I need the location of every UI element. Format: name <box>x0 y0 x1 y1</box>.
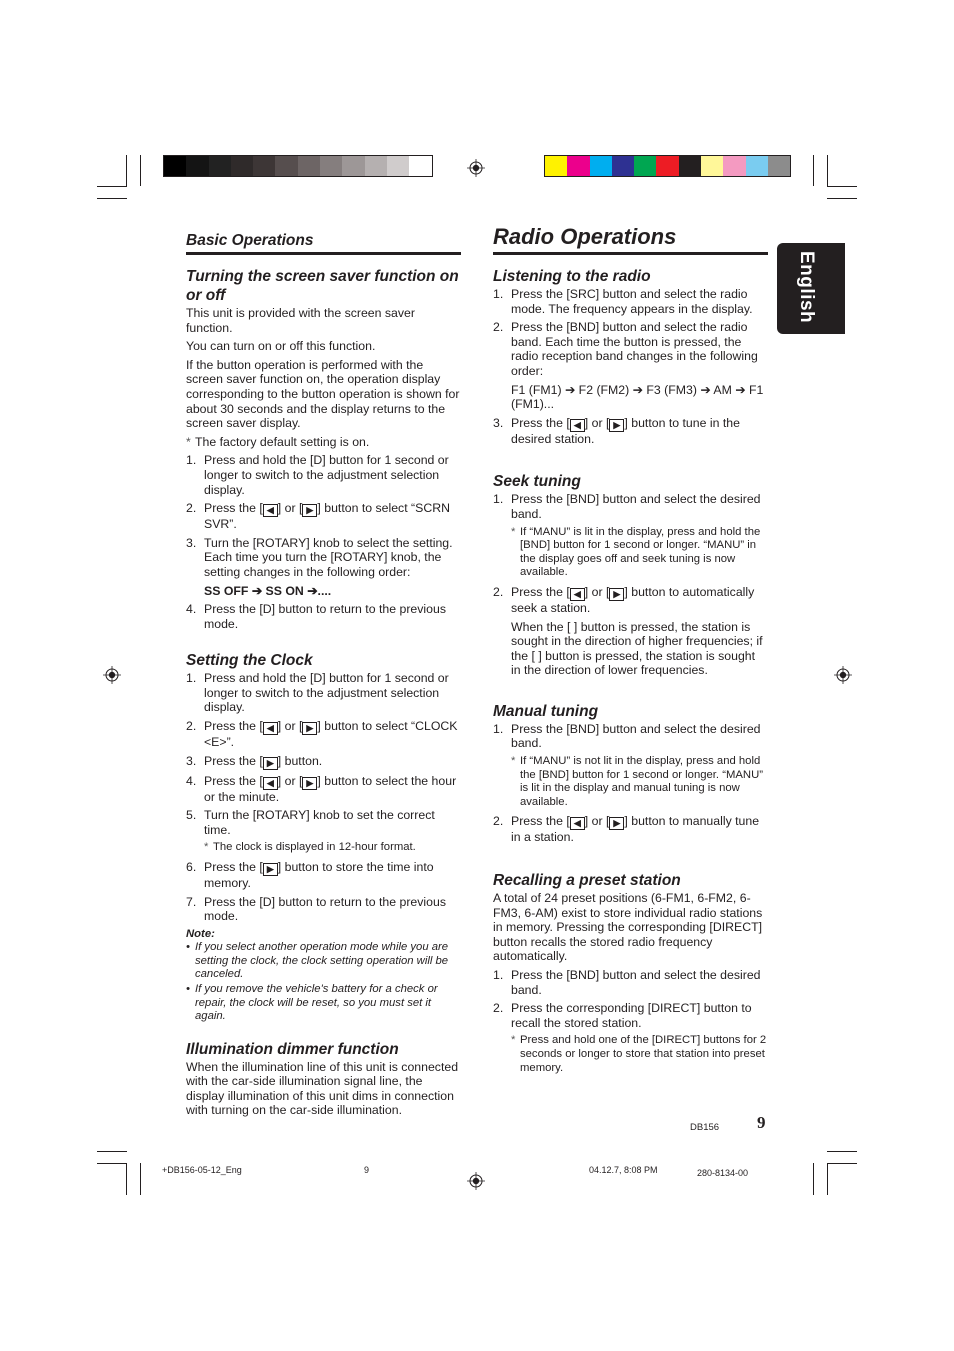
paragraph: This unit is provided with the screen saver function. <box>186 306 415 335</box>
list-item: 1. Press the [SRC] button and select the radio mode. The frequency appears in the display. <box>493 287 753 316</box>
list-item: 2. Press the [BND] button and select the radio band. Each time the button is pressed, the radio reception band changes in the following order: <box>493 320 758 378</box>
color-swatch <box>253 156 275 176</box>
color-swatch <box>298 156 320 176</box>
crop-mark <box>97 1163 127 1164</box>
list-item: 2. Press the [ ◀ ] or [ ▶ ] button to select “SCRN SVR”. <box>186 501 450 532</box>
color-swatch <box>275 156 297 176</box>
note: * If “MANU” is not lit in the display, press and hold the [BND] button for 1 second or longer. “MANU” is lit in the display and manual tuning is now available. <box>511 755 763 808</box>
list-item: 5. Turn the [ROTARY] knob to set the correct time. <box>186 808 435 837</box>
color-swatch <box>634 156 656 176</box>
color-swatch <box>590 156 612 176</box>
prev-icon: ◀ <box>263 777 278 790</box>
registration-mark-icon <box>834 666 852 684</box>
model-label: DB156 <box>690 1122 720 1133</box>
crop-mark <box>813 155 814 186</box>
color-swatch <box>567 156 589 176</box>
note: * The clock is displayed in 12-hour format. <box>204 841 416 854</box>
color-swatch <box>186 156 208 176</box>
section-title: Setting the Clock <box>186 652 313 670</box>
prev-icon: ◀ <box>263 504 278 517</box>
paragraph: When the illumination line of this unit is connected with the car-side illumination signal line, the display illumination of this unit dims in connection with turning on the car-side illumination. <box>186 1059 459 1118</box>
crop-mark <box>140 1163 141 1195</box>
page-title: Radio Operations <box>493 224 677 249</box>
section-title: Seek tuning <box>493 473 581 491</box>
color-swatch <box>545 156 567 176</box>
list-item: 1. Press the [BND] button and select the desired band. <box>493 968 761 997</box>
color-swatch <box>612 156 634 176</box>
list-item: 7. Press the [D] button to return to the previous mode. <box>186 894 446 924</box>
list-item: 1. Press the [BND] button and select the desired band. <box>493 721 761 751</box>
color-swatch <box>746 156 768 176</box>
color-swatch <box>342 156 364 176</box>
list-item: 4. Press the [ ◀ ] or [ ▶ ] button to select the hour or the minute. <box>186 773 457 804</box>
language-tab <box>777 243 845 334</box>
crop-mark <box>827 1151 857 1152</box>
next-icon: ▶ <box>609 817 624 830</box>
list-item: 1. Press and hold the [D] button for 1 second or longer to switch to the adjustment selection display. <box>186 453 449 497</box>
prev-icon: ◀ <box>570 817 585 830</box>
color-swatch <box>164 156 186 176</box>
play-pause-icon: ▶ <box>263 863 278 876</box>
section-title: Turning the screen saver function on or off <box>186 268 459 304</box>
color-swatch <box>365 156 387 176</box>
crop-mark <box>827 1163 857 1164</box>
crop-mark <box>97 1151 127 1152</box>
note: * The factory default setting is on. <box>186 434 370 449</box>
right-column <box>493 267 768 1080</box>
order-sequence: F1 (FM1) ➔ F2 (FM2) ➔ F3 (FM3) ➔ AM ➔ F1 (FM1)... <box>511 382 764 412</box>
list-item: 6. Press the [ ▶ ] button to store the time into memory. <box>186 860 434 891</box>
crop-mark <box>813 1163 814 1195</box>
note: * If “MANU” is lit in the display, press and hold the [BND] button for 1 second or longer. “MANU” in the display goes off and seek tuning is now available. <box>511 525 761 579</box>
page-number: 9 <box>757 1113 766 1132</box>
note-label: Note: <box>186 927 215 940</box>
color-swatch <box>231 156 253 176</box>
paragraph: If the button operation is performed with the screen saver function on, the operation display corresponding to the button operation is shown for about 30 seconds and the display returns to the screen saver display. <box>186 357 460 431</box>
color-swatch <box>768 156 790 176</box>
header-rule <box>186 252 461 255</box>
list-item: 3. Press the [ ▶ ] button. <box>186 753 323 768</box>
prev-icon: ◀ <box>570 588 585 601</box>
paragraph: A total of 24 preset positions (6-FM1, 6-FM2, 6-FM3, 6-AM) exist to store individual radio stations in memory. Pressing the corresponding [DIRECT] button recalls the stored radio frequency automatically. <box>493 891 763 964</box>
list-item: 1. Press and hold the [D] button for 1 second or longer to switch to the adjustment selection display. <box>186 671 449 715</box>
print-date: 04.12.7, 8:08 PM <box>589 1165 658 1175</box>
next-icon: ▶ <box>302 777 317 790</box>
section-title: Listening to the radio <box>493 268 651 285</box>
crop-mark <box>827 186 857 187</box>
next-icon: ▶ <box>609 419 624 432</box>
next-icon: ▶ <box>609 588 624 601</box>
section-title: Illumination dimmer function <box>186 1040 399 1058</box>
list-item: 3. Turn the [ROTARY] knob to select the setting. Each time you turn the [ROTARY] knob, the setting changes in the following order: <box>186 535 453 579</box>
crop-mark <box>97 186 127 187</box>
crop-mark <box>126 1163 127 1195</box>
section-header: Basic Operations <box>186 232 314 249</box>
color-swatch <box>679 156 701 176</box>
language-tab-label: English <box>796 251 817 324</box>
color-swatch <box>387 156 409 176</box>
list-item: 2. Press the [ ◀ ] or [ ▶ ] button to manually tune in a station. <box>493 814 760 845</box>
color-swatch <box>723 156 745 176</box>
note-block: Note: • If you select another operation mode while you are setting the clock, the clock setting operation will be canceled. • If you remove the vehicle's battery for a check or repair, the clock will be reset, so you must set it again. <box>186 928 461 1024</box>
grayscale-bar <box>163 155 433 177</box>
crop-mark <box>97 198 127 199</box>
next-icon: ▶ <box>302 504 317 517</box>
list-item: 3. Press the [ ◀ ] or [ ▶ ] button to tune in the desired station. <box>493 415 740 446</box>
prev-icon: ◀ <box>570 419 585 432</box>
color-swatch <box>701 156 723 176</box>
list-item: 2. Press the [ ◀ ] or [ ▶ ] button to select “CLOCK <E>”. <box>186 719 458 750</box>
color-bar <box>544 155 791 177</box>
order-sequence: SS OFF ➔ SS ON ➔.... <box>204 583 332 598</box>
registration-mark-icon <box>467 159 485 177</box>
section-title: Manual tuning <box>493 702 599 720</box>
color-swatch <box>656 156 678 176</box>
play-pause-icon: ▶ <box>263 757 278 770</box>
prev-icon: ◀ <box>263 722 278 735</box>
section-title: Recalling a preset station <box>493 872 681 890</box>
color-swatch <box>209 156 231 176</box>
color-swatch <box>409 156 431 176</box>
part-code: 280-8134-00 <box>697 1168 749 1178</box>
crop-mark <box>827 198 857 199</box>
list-item: 4. Press the [D] button to return to the previous mode. <box>186 602 446 631</box>
next-icon: ▶ <box>302 722 317 735</box>
sheet-number: 9 <box>364 1165 370 1175</box>
header-rule <box>493 252 768 255</box>
note: * Press and hold one of the [DIRECT] buttons for 2 seconds or longer to store that station into preset memory. <box>511 1034 767 1074</box>
list-item: 2. Press the corresponding [DIRECT] button to recall the stored station. <box>493 1001 752 1030</box>
paragraph: You can turn on or off this function. <box>186 339 376 354</box>
crop-mark <box>126 155 127 186</box>
crop-mark <box>827 1163 828 1195</box>
list-item: 2. Press the [ ◀ ] or [ ▶ ] button to automatically seek a station. <box>493 584 755 615</box>
file-name: +DB156-05-12_Eng <box>162 1165 242 1175</box>
crop-mark <box>827 155 828 186</box>
color-swatch <box>320 156 342 176</box>
paragraph: When the [ ] button is pressed, the station is sought in the direction of higher frequencies; if the [ ] button is pressed, the station is sought in the direction of lower frequencies. <box>511 619 763 678</box>
registration-mark-icon <box>467 1172 485 1190</box>
list-item: 1. Press the [BND] button and select the desired band. <box>493 492 761 521</box>
left-column <box>186 267 461 1122</box>
registration-mark-icon <box>103 666 121 684</box>
crop-mark <box>140 155 141 186</box>
